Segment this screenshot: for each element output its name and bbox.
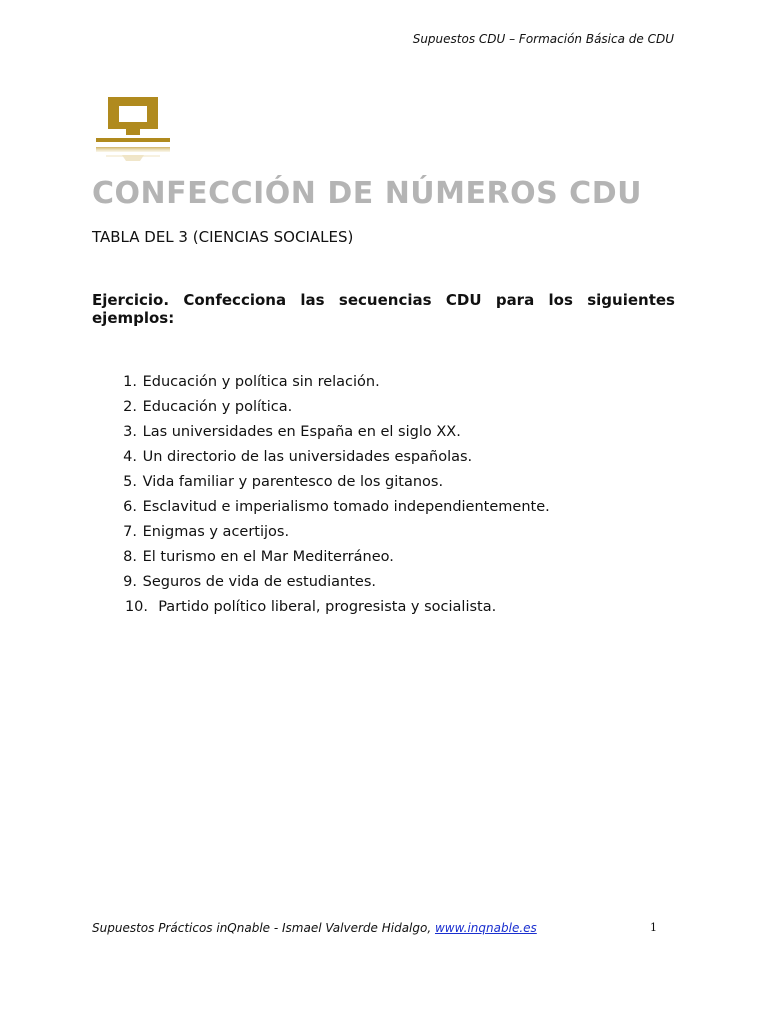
- list-item-text: Un directorio de las universidades españolas.: [142, 449, 473, 465]
- list-item-number: 5.: [123, 474, 137, 490]
- list-item-text: Esclavitud e imperialismo tomado independientemente.: [142, 499, 550, 515]
- list-item-text: El turismo en el Mar Mediterráneo.: [142, 549, 394, 565]
- list-item-text: Educación y política sin relación.: [142, 374, 380, 390]
- list-item-text: Vida familiar y parentesco de los gitanos.: [142, 474, 444, 490]
- q-logo-icon: [94, 95, 172, 170]
- list-item: [92, 595, 550, 620]
- list-item-text: Las universidades en España en el siglo XX.: [142, 424, 461, 440]
- document-subtitle: TABLA DEL 3 (CIENCIAS SOCIALES): [92, 228, 354, 246]
- exercise-list: [92, 370, 550, 620]
- running-header: Supuestos CDU – Formación Básica de CDU: [412, 32, 674, 46]
- list-item: [92, 445, 550, 470]
- footer-website-link[interactable]: www.inqnable.es: [434, 921, 537, 935]
- document-title: CONFECCIÓN DE NÚMEROS CDU: [92, 176, 642, 211]
- list-item-number: 1.: [123, 374, 137, 390]
- exercise-intro: Ejercicio. Confecciona las secuencias CDU para los siguientes ejemplos:: [92, 291, 675, 327]
- list-item-number: 2.: [123, 399, 137, 415]
- list-item: [92, 420, 550, 445]
- list-item: [92, 545, 550, 570]
- list-item: [92, 370, 550, 395]
- list-item-number: 6.: [123, 499, 137, 515]
- page-number: 1: [650, 921, 657, 934]
- list-item-number: 7.: [123, 524, 137, 540]
- list-item: [92, 470, 550, 495]
- list-item-number: 8.: [123, 549, 137, 565]
- list-item-number: 10.: [124, 599, 148, 615]
- list-item-text: Educación y política.: [142, 399, 293, 415]
- page-footer: [92, 921, 675, 935]
- list-item-number: 3.: [123, 424, 137, 440]
- list-item-text: Seguros de vida de estudiantes.: [142, 574, 377, 590]
- list-item-text: Partido político liberal, progresista y socialista.: [158, 599, 497, 615]
- list-item: [92, 520, 550, 545]
- list-item: [92, 495, 550, 520]
- list-item: [92, 395, 550, 420]
- list-item-number: 4.: [123, 449, 137, 465]
- list-item-text: Enigmas y acertijos.: [142, 524, 290, 540]
- list-item-number: 9.: [123, 574, 137, 590]
- footer-text: Supuestos Prácticos inQnable - Ismael Valverde Hidalgo,: [92, 921, 435, 935]
- list-item: [92, 570, 550, 595]
